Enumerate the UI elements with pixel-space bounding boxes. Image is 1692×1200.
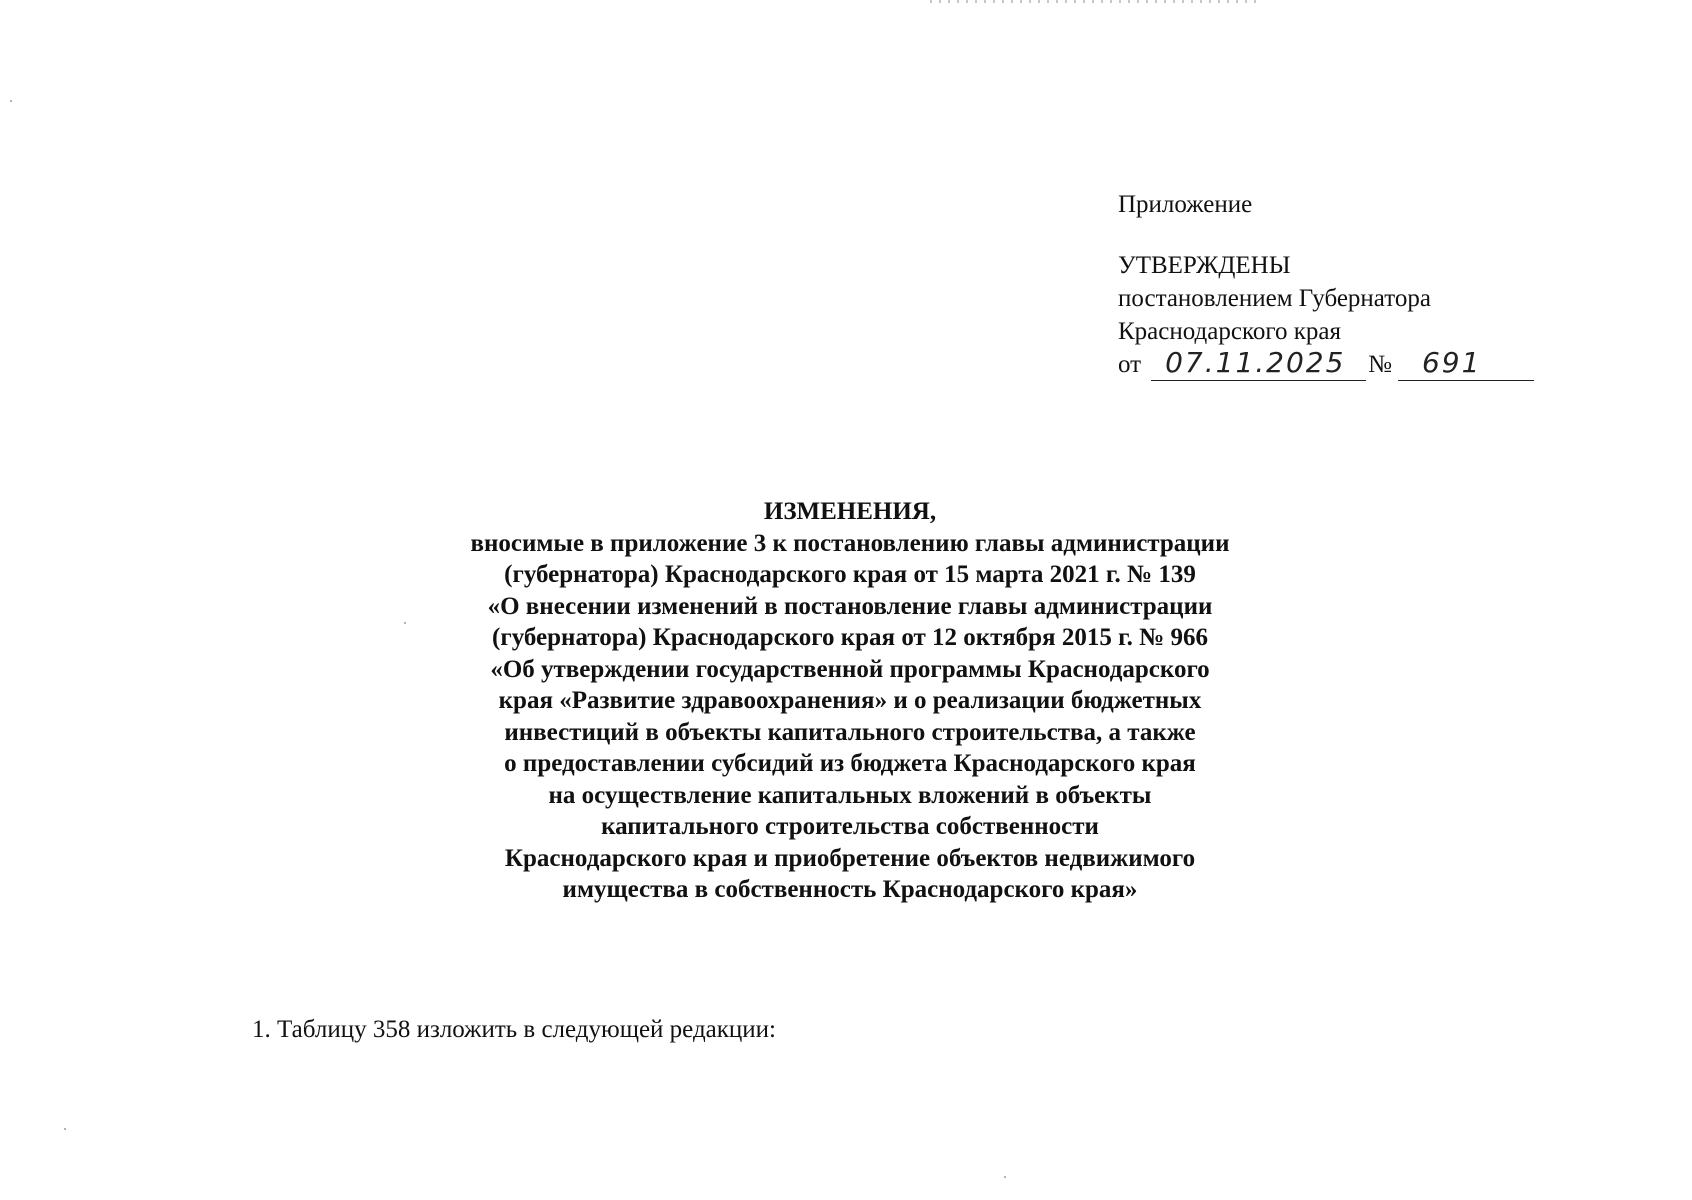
approval-block: [1118, 188, 1638, 381]
scan-speck: [1004, 1176, 1006, 1178]
handwritten-date: 07.11.2025: [1151, 348, 1366, 381]
appendix-label: Приложение: [1118, 191, 1253, 218]
body-item-1: 1. Таблицу 358 изложить в следующей редакции:: [252, 1016, 776, 1043]
title-line: «О внесении изменений в постановление главы администрации: [487, 592, 1213, 620]
approved-label: УТВЕРЖДЕНЫ: [1118, 252, 1291, 279]
title-line: о предоставлении субсидий из бюджета Краснодарского края: [504, 750, 1196, 777]
scan-artifact-top: [930, 0, 1260, 3]
number-sign: №: [1368, 351, 1392, 378]
title-heading: ИЗМЕНЕНИЯ,: [763, 498, 937, 525]
from-label: от: [1118, 351, 1142, 378]
title-line: капитального строительства собственности: [601, 813, 1099, 840]
date-number-line: [1118, 348, 1638, 381]
scan-speck: [10, 100, 12, 102]
title-line: на осуществление капитальных вложений в объекты: [548, 781, 1152, 809]
document-title: [400, 496, 1300, 906]
title-line: имущества в собственность Краснодарского края»: [562, 876, 1138, 903]
title-line: вносимые в приложение 3 к постановлению главы администрации: [470, 529, 1230, 557]
scan-speck: [64, 1128, 66, 1130]
approved-by-line-2: Краснодарского края: [1118, 318, 1341, 345]
title-line: (губернатора) Краснодарского края от 12 октября 2015 г. № 966: [492, 624, 1208, 651]
title-line: инвестиций в объекты капитального строительства, а также: [504, 718, 1196, 746]
approved-by-line-1: постановлением Губернатора: [1118, 285, 1431, 312]
title-line: «Об утверждении государственной программы Краснодарского: [490, 655, 1210, 683]
title-line: края «Развитие здравоохранения» и о реализации бюджетных: [498, 687, 1202, 714]
handwritten-number: 691: [1398, 348, 1534, 381]
title-line: Краснодарского края и приобретение объектов недвижимого: [504, 844, 1196, 872]
title-line: (губернатора) Краснодарского края от 15 марта 2021 г. № 139: [504, 561, 1196, 588]
